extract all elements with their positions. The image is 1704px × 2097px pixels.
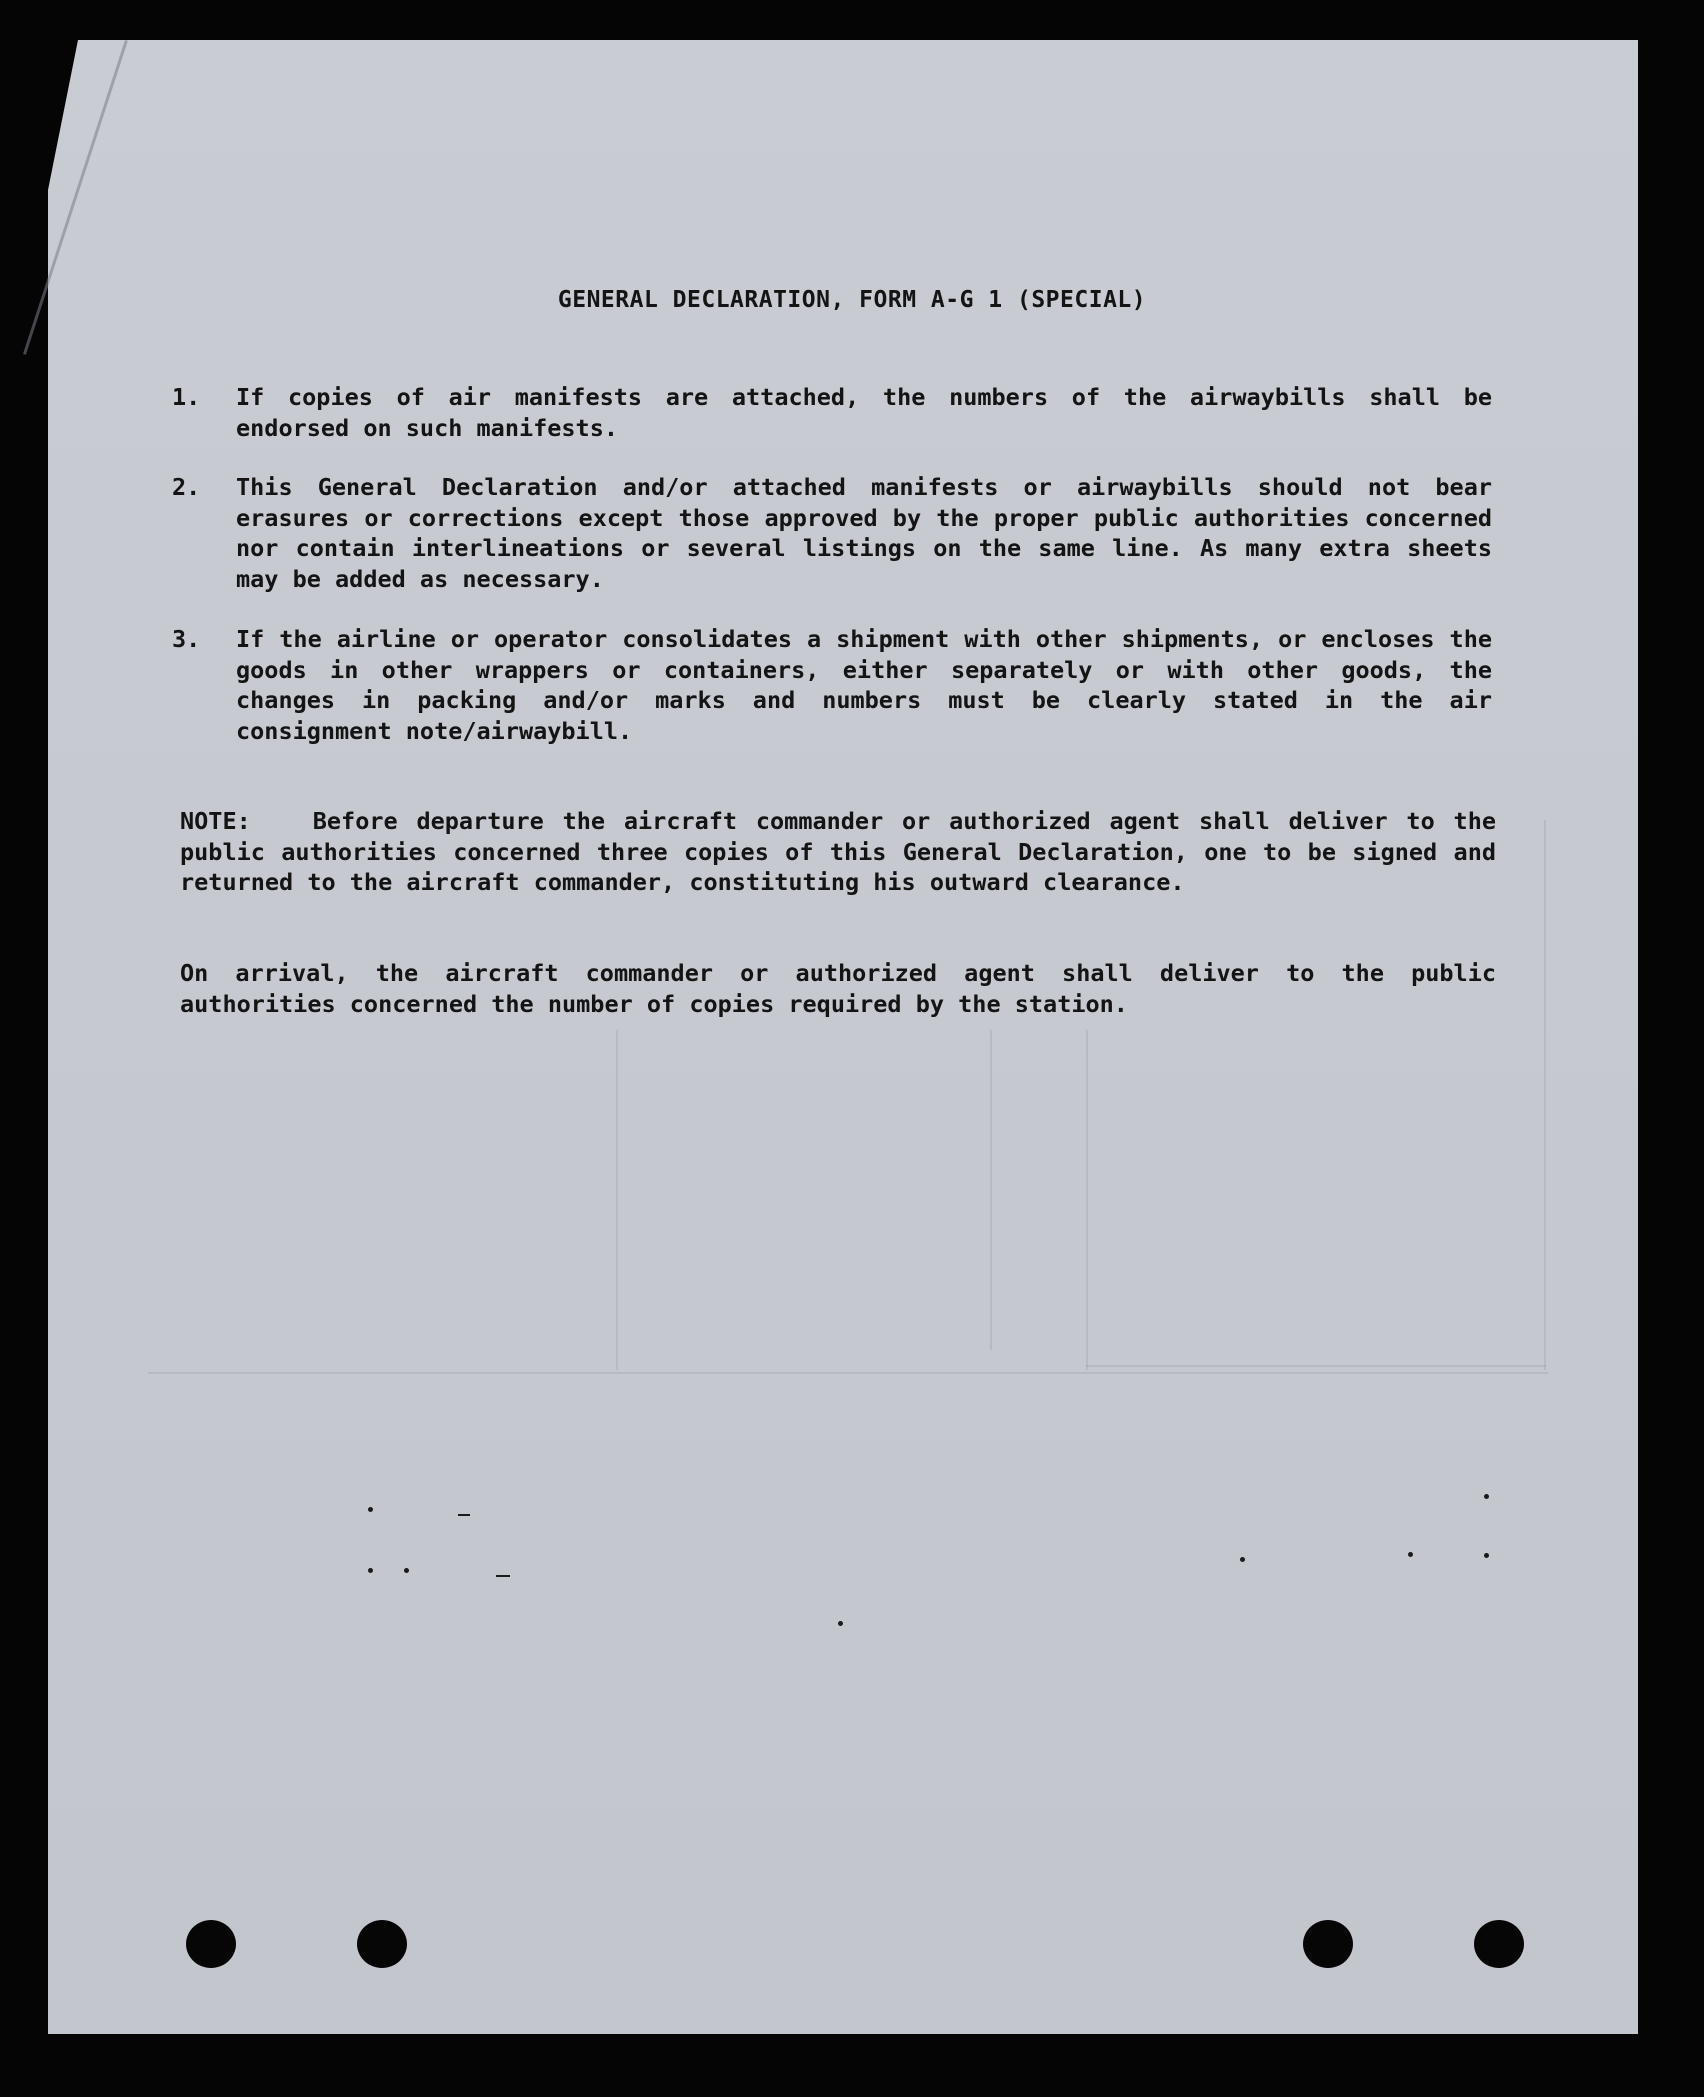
punch-hole	[1474, 1920, 1524, 1968]
item-text: If the airline or operator consolidates a shipment with other shipments, or encloses the goods in other wrappers or containers, either separately or with other goods, the changes in packing and/or marks and numbers must be clearly stated in the air consignment note/airwaybill.	[236, 625, 1492, 745]
paper-sheet	[48, 40, 1638, 2034]
item-number: 3.	[172, 625, 201, 653]
item-number: 1.	[172, 383, 201, 411]
item-number: 2.	[172, 473, 201, 501]
punch-hole	[1303, 1920, 1353, 1968]
punch-hole	[357, 1920, 407, 1968]
show-through-line	[1086, 1030, 1088, 1370]
ink-speck	[1240, 1557, 1245, 1562]
show-through-line	[148, 1372, 1548, 1374]
ink-speck	[368, 1507, 373, 1512]
ink-speck	[496, 1575, 510, 1577]
item-text: This General Declaration and/or attached manifests or airwaybills should not bear erasures or corrections except those approved by the proper public authorities concerned nor contain interlineations or several listings on the same line. As many extra sheets may be added as necessary.	[236, 473, 1492, 593]
arrival-paragraph: On arrival, the aircraft commander or authorized agent shall deliver to the public authorities concerned the number of copies required by the station.	[180, 959, 1496, 1018]
item-text: If copies of air manifests are attached, the numbers of the airwaybills shall be endorsed on such manifests.	[236, 383, 1492, 442]
ink-speck	[838, 1621, 843, 1626]
note-text: Before departure the aircraft commander or authorized agent shall deliver to the public authorities concerned three copies of this General Declaration, one to be signed and returned to the aircraft commander, constituting his outward clearance.	[180, 807, 1496, 896]
ink-speck	[1408, 1552, 1413, 1557]
ink-speck	[458, 1514, 470, 1516]
ink-speck	[404, 1568, 409, 1573]
ink-speck	[1484, 1494, 1489, 1499]
ink-speck	[368, 1568, 373, 1573]
punch-hole	[186, 1920, 236, 1968]
ink-speck	[1484, 1553, 1489, 1558]
document-title: GENERAL DECLARATION, FORM A-G 1 (SPECIAL)	[557, 287, 1147, 313]
show-through-line	[616, 1030, 618, 1370]
show-through-line	[990, 1030, 992, 1350]
show-through-line	[1086, 1365, 1546, 1367]
note-paragraph	[180, 806, 1496, 898]
note-label: NOTE:	[180, 807, 251, 835]
show-through-line	[1544, 820, 1546, 1370]
